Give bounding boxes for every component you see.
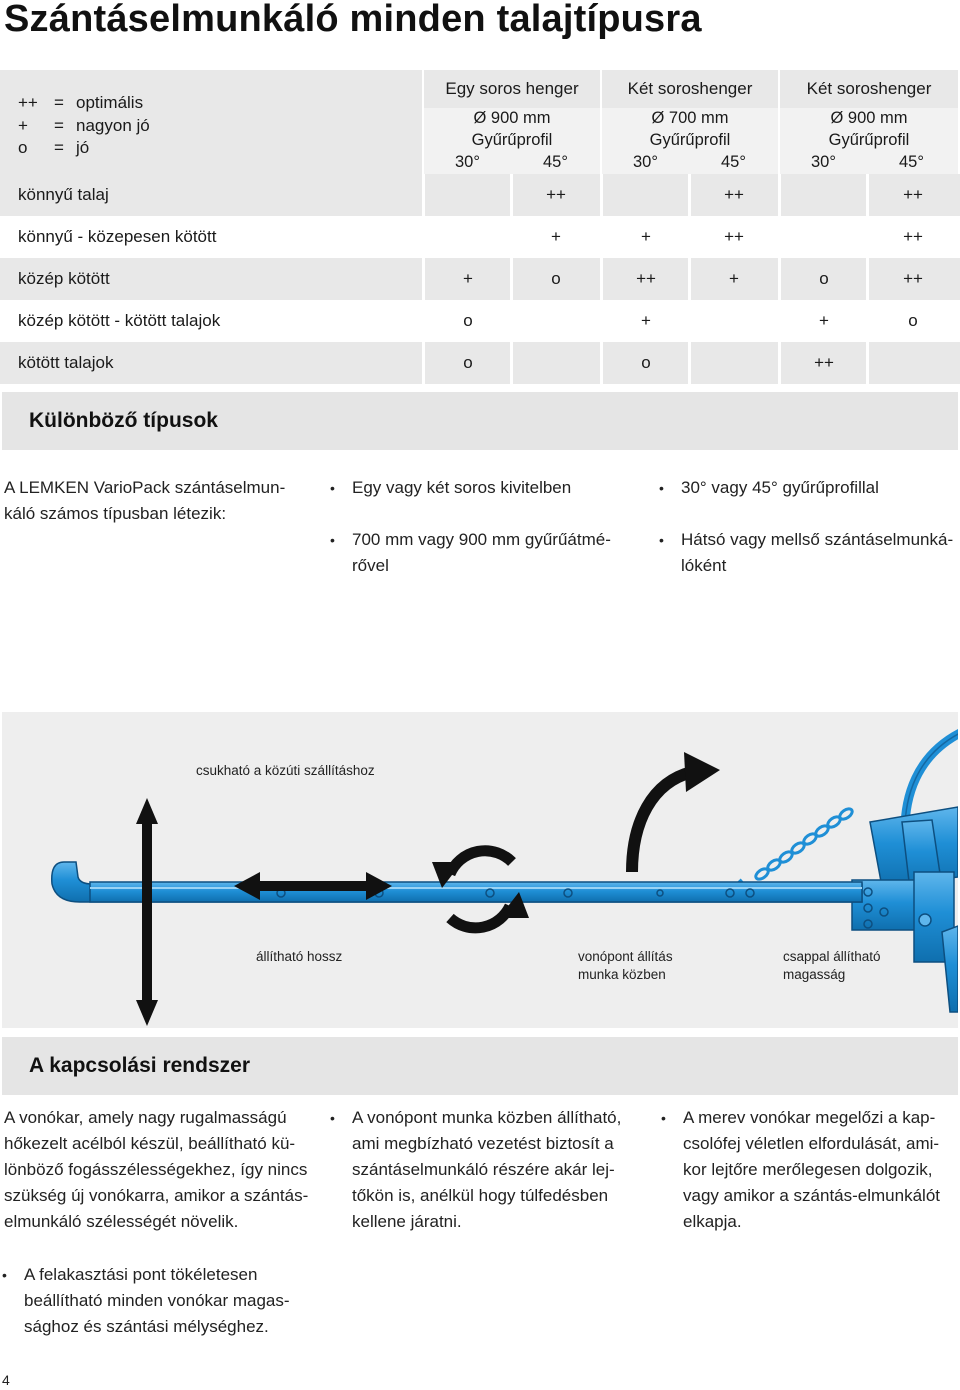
column-angle: 30° (633, 153, 658, 171)
table-cell (424, 174, 512, 216)
hitch-leg (942, 926, 958, 1012)
cell-divider (866, 174, 869, 216)
table-row (0, 174, 960, 216)
cell-divider (688, 342, 691, 384)
cell-divider (778, 216, 781, 258)
column-diameter: Ø 700 mm (651, 109, 729, 127)
table-cell: o (463, 311, 473, 330)
cell-divider (866, 258, 869, 300)
table-cell (424, 216, 512, 258)
cell-divider (510, 300, 513, 342)
cell-divider (688, 174, 691, 216)
table-cell (512, 300, 600, 342)
table-cell (780, 174, 868, 216)
column-angle: 30° (811, 153, 836, 171)
table-header (0, 70, 960, 174)
section-heading-types (2, 392, 958, 450)
table-column-header (424, 70, 600, 174)
bullet-item (661, 1105, 959, 1235)
page-title: Szántáselmunkáló minden talajtípusra (4, 0, 702, 40)
table-cell: + (729, 269, 739, 288)
bullet-dot: • (2, 1267, 7, 1283)
row-label: könnyű - közepesen kötött (18, 227, 217, 246)
table-cell: + (641, 227, 651, 246)
cell-divider (510, 174, 513, 216)
section-heading-text: Különböző típusok (29, 409, 218, 432)
chain (754, 807, 854, 882)
cell-divider (510, 216, 513, 258)
table-cell: + (819, 311, 829, 330)
table-cell (512, 342, 600, 384)
bullet-item (659, 475, 960, 501)
legend-text: jó (76, 138, 90, 157)
bullet-text: A merev vonókar megelőzi a kap- csolófej véletlen elfordulását, ami- kor lejtőre merőlegesen dolgozik, vagy amikor a szántás-elmunkálót elkapja. (683, 1108, 941, 1231)
cell-divider (422, 174, 425, 216)
height-arc-arrow-icon (632, 752, 720, 872)
table-cell: + (551, 227, 561, 246)
table-cell: ++ (814, 353, 834, 372)
bullet-item (659, 527, 960, 579)
cell-divider (600, 216, 603, 258)
section-heading-text: A kapcsolási rendszer (29, 1054, 250, 1077)
table-cell: ++ (903, 185, 923, 204)
cell-divider (866, 300, 869, 342)
bullet-item (330, 475, 642, 501)
cell-divider (600, 174, 603, 216)
table-cell: o (908, 311, 918, 330)
bullet-dot: • (330, 480, 335, 496)
column-profile: Gyűrűprofil (471, 131, 553, 149)
table-body (0, 174, 960, 384)
column-angle: 45° (543, 153, 568, 171)
bullet-text: A vonópont munka közben állítható, ami megbízható vezetést biztosít a szántáselmunkáló részére akár lej- tőkön is, anélkül hogy túlfedésben kellene járatni. (352, 1108, 622, 1231)
legend-cell (0, 70, 422, 174)
section-heading-coupling (2, 1037, 958, 1095)
cell-divider (510, 258, 513, 300)
legend-text: nagyon jó (76, 115, 150, 135)
table-cell: ++ (903, 227, 923, 246)
legend-text: optimális (76, 93, 144, 112)
bullet-text: A felakasztási pont tökéletesen beállítható minden vonókar magas- sághoz és szántási mélységhez. (24, 1265, 290, 1336)
table-cell: ++ (724, 227, 744, 246)
table-column-header (602, 70, 778, 174)
bullet-text: Hátsó vagy mellső szántáselmunká- lóként (681, 530, 954, 575)
row-label: közép kötött (18, 269, 110, 288)
cell-divider (866, 342, 869, 384)
legend-symbol: + (18, 115, 28, 135)
cell-divider (688, 258, 691, 300)
legend-symbol: ++ (18, 93, 38, 112)
table-cell: o (463, 353, 473, 372)
legend-equals: = (54, 93, 64, 112)
cell-divider (866, 216, 869, 258)
bolt-icon (919, 914, 931, 926)
column-diameter: Ø 900 mm (830, 109, 908, 127)
table-cell: ++ (546, 185, 566, 204)
table-cell: ++ (903, 269, 923, 288)
cell-divider (422, 258, 425, 300)
bullet-text: Egy vagy két soros kivitelben (352, 478, 572, 497)
cell-divider (688, 300, 691, 342)
bullet-dot: • (330, 532, 335, 548)
table-column-header (780, 70, 958, 174)
column-profile: Gyűrűprofil (649, 131, 731, 149)
bullet-text: 30° vagy 45° gyűrűprofillal (681, 478, 879, 497)
column-angle: 45° (721, 153, 746, 171)
pivot-label: vonópont állítás munka közben (578, 949, 673, 982)
legend-equals: = (54, 115, 64, 135)
table-cell: o (819, 269, 829, 288)
bullet-item (330, 1105, 652, 1235)
cell-divider (600, 258, 603, 300)
row-label: közép kötött - kötött talajok (18, 311, 221, 330)
column-title: Két soroshenger (806, 79, 932, 98)
fold-label: csukható a közúti szállításhoz (196, 763, 375, 778)
soil-suitability-table (0, 70, 960, 384)
column-title: Egy soros henger (445, 79, 579, 98)
table-cell: ++ (636, 269, 656, 288)
table-cell: ++ (724, 185, 744, 204)
bullet-item (330, 527, 642, 579)
cell-divider (510, 342, 513, 384)
cell-divider (422, 300, 425, 342)
table-row (0, 258, 960, 300)
cell-divider (422, 342, 425, 384)
bullet-dot: • (661, 1110, 666, 1126)
cell-divider (778, 342, 781, 384)
row-label: könnyű talaj (18, 185, 109, 204)
table-row (0, 216, 960, 258)
column-title: Két soroshenger (627, 79, 753, 98)
table-cell (602, 174, 690, 216)
page-number: 4 (2, 1372, 10, 1388)
bullet-dot: • (659, 532, 664, 548)
bullet-dot: • (330, 1110, 335, 1126)
column-diameter: Ø 900 mm (473, 109, 551, 127)
height-label: csappal állítható magasság (783, 949, 881, 982)
bullet-text: 700 mm vagy 900 mm gyűrűátmé- rővel (352, 530, 611, 575)
table-cell (690, 300, 778, 342)
table-cell: + (463, 269, 473, 288)
coupling-intro: A vonókar, amely nagy rugalmasságú hőkezelt acélból készül, beállítható kü- lönböző fogásszélességekhez, így nincs szükség új vonókarra, amikor a szántás- elmunkáló szélességét növelik. (4, 1108, 309, 1231)
cell-divider (600, 342, 603, 384)
bullet-dot: • (659, 480, 664, 496)
row-label: kötött talajok (18, 353, 114, 372)
cell-divider (688, 216, 691, 258)
cell-divider (778, 258, 781, 300)
table-cell: o (641, 353, 651, 372)
table-cell (868, 342, 958, 384)
column-profile: Gyűrűprofil (828, 131, 910, 149)
length-label: állítható hossz (256, 949, 343, 964)
fold-arrow-icon (136, 798, 158, 1026)
types-intro: A LEMKEN VarioPack szántáselmun- káló számos típusban létezik: (4, 478, 286, 523)
cell-divider (600, 300, 603, 342)
cell-divider (422, 216, 425, 258)
table-cell (780, 216, 868, 258)
legend-symbol: o (18, 138, 28, 157)
cell-divider (778, 300, 781, 342)
legend-equals: = (54, 138, 64, 157)
drawbar-diagram (2, 712, 958, 1028)
bullet-item (2, 1262, 344, 1340)
table-cell: o (551, 269, 561, 288)
table-row (0, 342, 960, 384)
table-cell: + (641, 311, 651, 330)
column-angle: 45° (899, 153, 924, 171)
cell-divider (778, 174, 781, 216)
column-angle: 30° (455, 153, 480, 171)
table-row (0, 300, 960, 342)
table-cell (690, 342, 778, 384)
